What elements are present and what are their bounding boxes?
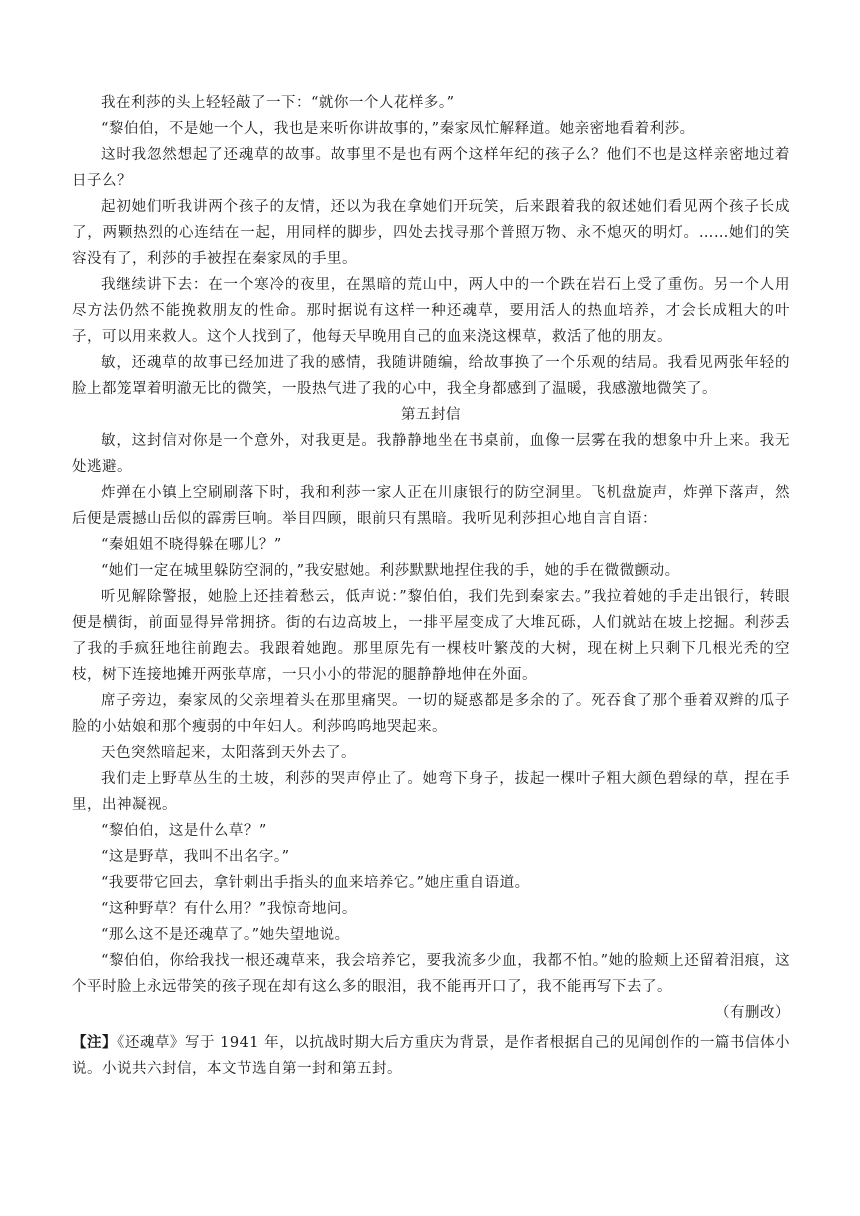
paragraph: “这种野草？有什么用？”我惊奇地问。 (101, 901, 357, 917)
paragraph: “黎伯伯，不是她一个人，我也是来听你讲故事的，”秦家凤忙解释道。她亲密地看着利莎。 (101, 121, 695, 137)
paragraph: 我在利莎的头上轻轻敲了一下：“就你一个人花样多。” (101, 95, 455, 111)
paragraph: 起初她们听我讲两个孩子的友情，还以为我在拿她们开玩笑，后来跟着我的叙述她们看见两个孩子长成了，两颗热烈的心连结在一起，用同样的脚步，四处去找寻那个普照万物、永不熄灭的明灯。……她们的笑容没有了，利莎的手被捏在秦家凤的手里。 (72, 199, 790, 267)
footnote (72, 1030, 790, 1082)
paragraph: “黎伯伯，你给我找一根还魂草来，我会培养它，要我流多少血，我都不怕。”她的脸颊上还留着泪痕，这个平时脸上永远带笑的孩子现在却有这么多的眼泪，我不能再开口了，我不能再写下去了。 (72, 953, 790, 995)
paragraph: 席子旁边，秦家凤的父亲埋着头在那里痛哭。一切的疑惑都是多余的了。死吞食了那个垂着双辫的瓜子脸的小姑娘和那个瘦弱的中年妇人。利莎呜呜地哭起来。 (72, 693, 790, 735)
paragraph: 这时我忽然想起了还魂草的故事。故事里不是也有两个这样年纪的孩子么？他们不也是这样亲密地过着日子么？ (72, 147, 790, 189)
paragraph: “我要带它回去，拿针刺出手指头的血来培养它。”她庄重自语道。 (101, 875, 530, 891)
paragraph: 天色突然暗起来，太阳落到天外去了。 (101, 745, 356, 761)
footnote-text: 《还魂草》写于 1941 年，以抗战时期大后方重庆为背景，是作者根据自己的见闻创作的一篇书信体小说。小说共六封信，本文节选自第一封和第五封。 (72, 1035, 790, 1077)
footnote-label: 【注】 (72, 1034, 118, 1051)
document-page (72, 90, 790, 1082)
paragraph: 我们走上野草丛生的土坡，利莎的哭声停止了。她弯下身子，拔起一棵叶子粗大颜色碧绿的草，捏在手里，出神凝视。 (72, 771, 790, 813)
paragraph: “秦姐姐不晓得躲在哪儿？” (101, 537, 282, 553)
paragraph: “她们一定在城里躲防空洞的，”我安慰她。利莎默默地捏住我的手，她的手在微微颤动。 (101, 563, 680, 579)
paragraph: “黎伯伯，这是什么草？” (101, 823, 267, 839)
source-note: （有删改） (715, 1005, 790, 1021)
paragraph: “这是野草，我叫不出名字。” (101, 849, 290, 865)
paragraph: 炸弹在小镇上空刷刷落下时，我和利莎一家人正在川康银行的防空洞里。飞机盘旋声，炸弹下落声，然后便是震撼山岳似的霹雳巨响。举目四顾，眼前只有黑暗。我听见利莎担心地自言自语： (72, 485, 790, 527)
paragraph: 敏，这封信对你是一个意外，对我更是。我静静地坐在书桌前，血像一层雾在我的想象中升上来。我无处逃避。 (72, 433, 790, 475)
paragraph: 听见解除警报，她脸上还挂着愁云，低声说：”黎伯伯，我们先到秦家去。”我拉着她的手走出银行，转眼便是横街，前面显得异常拥挤。街的右边高坡上，一排平屋变成了大堆瓦砾，人们就站在坡上挖掘。利莎丢了我的手疯狂地往前跑去。我跟着她跑。那里原先有一棵枝叶繁茂的大树，现在树上只剩下几根光秃的空枝，树下连接地摊开两张草席，一只小小的带泥的腿静静地伸在外面。 (72, 589, 790, 683)
section-title: 第五封信 (401, 407, 461, 423)
paragraph: 我继续讲下去：在一个寒冷的夜里，在黑暗的荒山中，两人中的一个跌在岩石上受了重伤。另一个人用尽方法仍然不能挽救朋友的性命。那时据说有这样一种还魂草，要用活人的热血培养，才会长成粗大的叶子，可以用来救人。这个人找到了，他每天早晚用自己的血来浇这棵草，救活了他的朋友。 (72, 277, 790, 345)
paragraph: 敏，还魂草的故事已经加进了我的感情，我随讲随编，给故事换了一个乐观的结局。我看见两张年轻的脸上都笼罩着明澈无比的微笑，一股热气进了我的心中，我全身都感到了温暖，我感激地微笑了。 (72, 355, 790, 397)
paragraph: “那么这不是还魂草了。”她失望地说。 (101, 927, 350, 943)
